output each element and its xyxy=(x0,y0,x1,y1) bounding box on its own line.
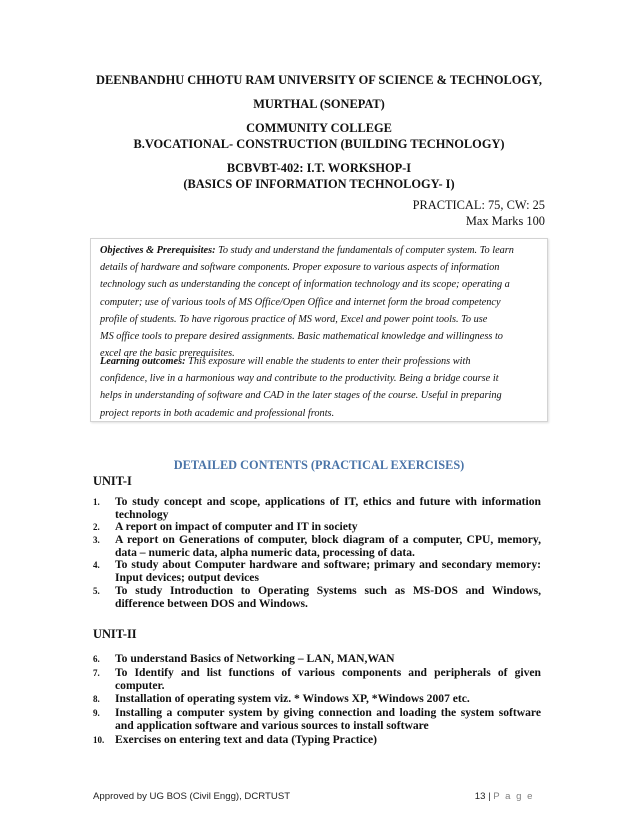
item-text: To study Introduction to Operating Systems such as MS-DOS and Windows, difference between DOS and Windows. xyxy=(115,584,541,611)
objectives-line: technology such as understanding the concept of information technology and its scope; operating a xyxy=(100,279,510,291)
course-code: BCBVBT-402: I.T. WORKSHOP-I xyxy=(226,161,412,175)
item-number: 8. xyxy=(93,694,100,704)
outcomes-line: project reports in both academic and professional fronts. xyxy=(100,407,335,419)
item-text: To study concept and scope, applications of IT, ethics and future with information technology xyxy=(115,495,541,522)
item-text: A report on Generations of computer, block diagram of a computer, CPU, memory, data – numeric data, alpha numeric data, processing of data. xyxy=(115,533,541,560)
item-text: Installation of operating system viz. * Windows XP, *Windows 2007 etc. xyxy=(115,692,470,705)
objectives-label: Objectives & Prerequisites: xyxy=(100,245,216,256)
university-name: DEENBANDHU CHHOTU RAM UNIVERSITY OF SCIENCE & TECHNOLOGY, xyxy=(96,73,542,87)
practical-marks: PRACTICAL: 75, CW: 25 xyxy=(412,198,545,212)
item-number: 4. xyxy=(93,560,100,570)
unit-heading: UNIT-II xyxy=(93,627,137,641)
item-number: 6. xyxy=(93,654,100,664)
university-location: MURTHAL (SONEPAT) xyxy=(253,97,385,111)
item-text: To study about Computer hardware and software; primary and secondary memory: Input devices; output devices xyxy=(115,558,541,585)
item-number: 2. xyxy=(93,522,100,532)
page-word: P a g e xyxy=(493,791,534,802)
item-number: 5. xyxy=(93,586,100,596)
item-number: 9. xyxy=(93,708,100,718)
page-number: 13 xyxy=(474,791,486,802)
footer-separator: | xyxy=(488,791,491,802)
footer-approval: Approved by UG BOS (Civil Engg), DCRTUST xyxy=(93,791,291,802)
item-text: To Identify and list functions of various components and peripherals of given computer. xyxy=(115,666,541,693)
item-number: 1. xyxy=(93,497,100,507)
objectives-line: computer; use of various tools of MS Office/Open Office and internet form the broad competency xyxy=(100,296,501,308)
item-text: Exercises on entering text and data (Typing Practice) xyxy=(115,733,378,746)
item-text: Installing a computer system by giving connection and loading the system software and application software and various sources to install software xyxy=(115,706,541,733)
max-marks: Max Marks 100 xyxy=(465,214,545,228)
item-text: A report on impact of computer and IT in society xyxy=(115,520,358,533)
outcomes-paragraph xyxy=(100,353,541,422)
objectives-line: excel are the basic prerequisites. xyxy=(100,348,235,360)
objectives-paragraph xyxy=(100,242,541,362)
outcomes-label: Learning outcomes: xyxy=(100,356,186,367)
college-name: COMMUNITY COLLEGE xyxy=(246,121,392,135)
objectives-line: details of hardware and software components. Proper exposure to various aspects of information xyxy=(100,262,500,274)
outcomes-line: This exposure will enable the students to enter their professions with xyxy=(185,356,471,367)
objectives-line: To study and understand the fundamentals of computer system. To learn xyxy=(215,245,514,256)
program-name: B.VOCATIONAL- CONSTRUCTION (BUILDING TECHNOLOGY) xyxy=(133,137,505,151)
outcomes-line: helps in understanding of software and CAD in the later stages of the course. Useful in preparing xyxy=(100,390,502,402)
objectives-line: profile of students. To have rigorous practice of MS word, Excel and power point tools. To use xyxy=(100,313,488,325)
item-number: 10. xyxy=(93,735,105,745)
outcomes-line: confidence, live in a harmonious way and contribute to the productivity. Being a bridge course it xyxy=(100,373,499,385)
objectives-line: MS office tools to prepare desired assignments. Basic mathematical knowledge and willingness to xyxy=(100,331,503,343)
footer-page-info xyxy=(475,791,534,802)
course-title: (BASICS OF INFORMATION TECHNOLOGY- I) xyxy=(183,177,455,191)
item-number: 7. xyxy=(93,668,100,678)
item-text: To understand Basics of Networking – LAN, MAN,WAN xyxy=(115,652,395,665)
item-number: 3. xyxy=(93,535,100,545)
detailed-contents-heading: DETAILED CONTENTS (PRACTICAL EXERCISES) xyxy=(173,458,465,472)
unit-heading: UNIT-I xyxy=(93,474,132,488)
